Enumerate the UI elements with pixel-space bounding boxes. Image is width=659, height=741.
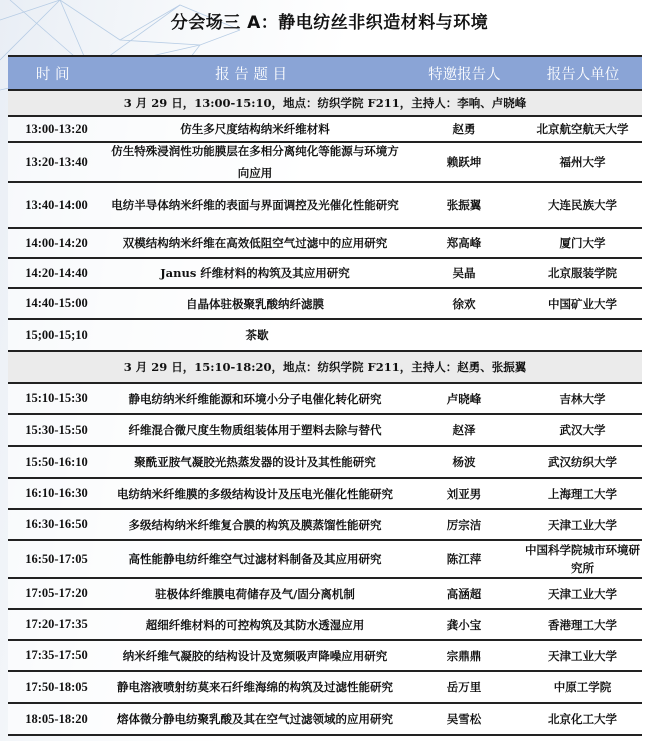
unit-cell: 中国科学院城市环境研究所: [525, 543, 640, 575]
header-time: 时 间: [35, 66, 70, 83]
time-cell: 13:00-13:20: [25, 121, 88, 136]
table-row: [8, 541, 642, 579]
speaker-cell: 卢晓峰: [446, 391, 482, 406]
topic-cell: 电纺纳米纤维膜的多级结构设计及压电光催化性能研究: [117, 486, 393, 501]
speaker-cell: 宗鼎鼎: [446, 648, 482, 663]
time-cell: 16:30-16:50: [25, 517, 88, 531]
unit-cell: 福州大学: [559, 155, 606, 169]
time-cell: 14:20-14:40: [25, 265, 88, 280]
table-row: [8, 183, 642, 229]
speaker-cell: 高涵超: [446, 586, 482, 601]
topic-cell: 仿生多尺度结构纳米纤维材料: [180, 122, 330, 136]
topic-cell: 熔体微分静电纺聚乳酸及其在空气过滤领域的应用研究: [117, 712, 393, 726]
break-row: [8, 320, 642, 352]
unit-cell: 中国矿业大学: [548, 296, 617, 311]
unit-cell: 天津工业大学: [548, 586, 617, 601]
speaker-cell: 龚小宝: [446, 617, 482, 632]
speaker-cell: 赵泽: [452, 423, 476, 437]
session-info: 3 月 29 日，15:10-18:20，地点：纺织学院 F211，主持人：赵勇、张振翼: [123, 360, 527, 374]
topic-cell: 聚酰亚胺气凝胶光热蒸发器的设计及其性能研究: [134, 455, 376, 469]
page-title: 分会场三 A：静电纺丝非织造材料与环境: [170, 13, 489, 33]
time-cell: 18:05-18:20: [25, 711, 88, 726]
time-cell: 17:35-17:50: [25, 648, 88, 662]
speaker-cell: 刘亚男: [446, 486, 482, 501]
header-topic: 报 告 题 目: [215, 66, 287, 83]
speaker-cell: 厉宗洁: [446, 517, 482, 532]
table-row: [8, 143, 642, 183]
table-header: [8, 55, 642, 91]
time-cell: 14:00-14:20: [25, 235, 88, 250]
session-info: 3 月 29 日，13:00-15:10，地点：纺织学院 F211，主持人：李响、卢晓峰: [123, 96, 527, 110]
speaker-cell: 郑高峰: [446, 236, 482, 250]
table-row: [8, 384, 642, 415]
unit-cell: 上海理工大学: [548, 486, 617, 501]
unit-cell: 天津工业大学: [548, 517, 617, 532]
topic-cell: 仿生特殊浸润性功能膜层在多相分离纯化等能源与环境方向应用: [111, 144, 399, 180]
table-row: [8, 289, 642, 320]
topic-cell: 电纺半导体纳米纤维的表面与界面调控及光催化性能研究: [111, 198, 399, 212]
topic-cell: 自晶体驻极聚乳酸纳纤滤膜: [186, 296, 324, 311]
topic-cell: 多级结构纳米纤维复合膜的构筑及膜蒸馏性能研究: [128, 517, 382, 532]
topic-cell: 纤维混合微尺度生物质组装体用于塑料去除与替代: [128, 423, 382, 437]
table-row: [8, 610, 642, 641]
time-cell: 16:50-17:05: [25, 551, 88, 566]
unit-cell: 北京服装学院: [548, 266, 617, 280]
table-row: [8, 415, 642, 447]
unit-cell: 厦门大学: [559, 236, 606, 250]
topic-cell: 超细纤维材料的可控构筑及其防水透湿应用: [145, 617, 365, 632]
topic-cell: 纳米纤维气凝胶的结构设计及宽频吸声降噪应用研究: [122, 648, 388, 663]
time-cell: 13:20-13:40: [25, 154, 88, 169]
speaker-cell: 赵勇: [452, 122, 476, 136]
speaker-cell: 陈江萍: [446, 552, 482, 566]
time-cell: 17:05-17:20: [25, 586, 88, 600]
schedule-table: [8, 55, 642, 736]
time-cell: 15:10-15:30: [25, 391, 88, 405]
unit-cell: 北京化工大学: [548, 712, 617, 726]
unit-cell: 大连民族大学: [548, 198, 617, 212]
time-cell: 15:50-16:10: [25, 454, 88, 469]
unit-cell: 武汉大学: [559, 423, 606, 437]
speaker-cell: 赖跃坤: [446, 155, 482, 169]
session-row: [8, 352, 642, 384]
table-row: [8, 229, 642, 259]
time-cell: 13:40-14:00: [25, 197, 88, 212]
speaker-cell: 吴雪松: [446, 712, 482, 726]
speaker-cell: 张振翼: [446, 198, 482, 212]
unit-cell: 武汉纺织大学: [548, 455, 617, 469]
unit-cell: 中原工学院: [553, 680, 612, 694]
table-row: [8, 672, 642, 704]
time-cell: 15;00-15;10: [25, 327, 88, 342]
unit-cell: 吉林大学: [559, 391, 606, 406]
speaker-cell: 岳万里: [446, 680, 482, 694]
speaker-cell: 吴晶: [452, 266, 476, 280]
break-label: 茶歇: [245, 328, 269, 342]
topic-cell: Janus 纤维材料的构筑及其应用研究: [160, 266, 350, 280]
unit-cell: 北京航空航天大学: [536, 122, 629, 136]
table-row: [8, 704, 642, 736]
time-cell: 14:40-15:00: [25, 296, 88, 310]
speaker-cell: 徐欢: [452, 296, 476, 311]
time-cell: 17:20-17:35: [25, 617, 88, 631]
speaker-cell: 杨波: [452, 455, 476, 469]
unit-cell: 香港理工大学: [548, 617, 617, 632]
topic-cell: 双模结构纳米纤维在高效低阻空气过滤中的应用研究: [122, 236, 388, 250]
header-unit: 报告人单位: [546, 66, 620, 83]
topic-cell: 驻极体纤维膜电荷储存及气/固分离机制: [155, 586, 355, 601]
time-cell: 15:30-15:50: [25, 422, 88, 437]
topic-cell: 高性能静电纺纤维空气过滤材料制备及其应用研究: [128, 552, 382, 566]
unit-cell: 天津工业大学: [548, 648, 617, 663]
header-speaker: 特邀报告人: [428, 66, 501, 83]
session-row: [8, 91, 642, 117]
table-row: [8, 479, 642, 510]
topic-cell: 静电溶液喷射纺莫来石纤维海绵的构筑及过滤性能研究: [117, 680, 393, 694]
time-cell: 16:10-16:30: [25, 486, 88, 500]
topic-cell: 静电纺纳米纤维能源和环境小分子电催化转化研究: [128, 391, 382, 406]
time-cell: 17:50-18:05: [25, 679, 88, 694]
table-row: [8, 579, 642, 610]
table-row: [8, 641, 642, 672]
table-row: [8, 259, 642, 289]
table-row: [8, 510, 642, 541]
table-row: [8, 447, 642, 479]
